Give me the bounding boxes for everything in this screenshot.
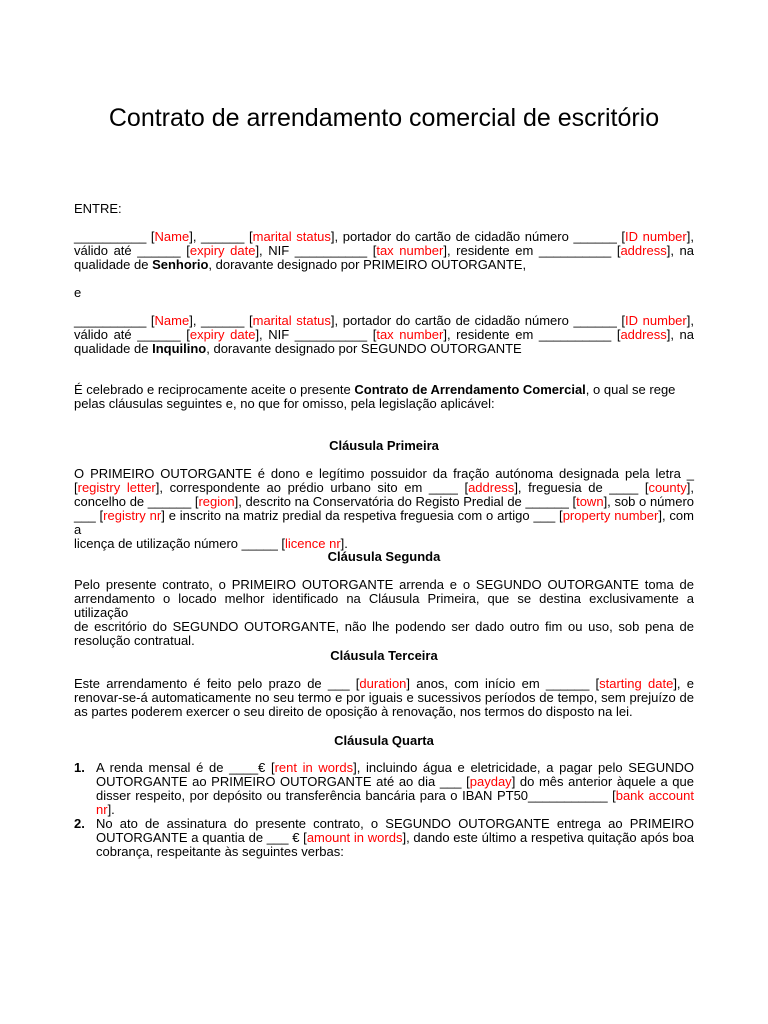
placeholder-bank-account-nr: nr [96, 802, 108, 817]
placeholder-address: address [468, 480, 515, 495]
clause-4-heading: Cláusula Quarta [334, 733, 434, 748]
party-two-line-2: válido até ______ [expiry date], NIF __________ [tax number], residente em __________ [address], na [74, 327, 694, 342]
party-two-paragraph [74, 314, 694, 356]
placeholder-tax-number: tax number [376, 327, 444, 342]
list-number-1: 1. [74, 760, 85, 775]
placeholder-region: region [198, 494, 235, 509]
placeholder-town: town [576, 494, 604, 509]
clause-1-heading: Cláusula Primeira [329, 438, 439, 453]
placeholder-duration: duration [359, 676, 407, 691]
placeholder-amount-in-words: amount in words [306, 830, 403, 845]
party-one-line-3: qualidade de Senhorio, doravante designado por PRIMEIRO OUTORGANTE, [74, 257, 527, 272]
clause-1-text: O PRIMEIRO OUTORGANTE é dono e legítimo possuidor da fração autónoma designada pela letra _ [registry letter], correspondente ao prédio urbano sito em ____ [address], freguesia de ____ [county], concelho de ______ [region], descrito na Conservatória do Registo Predial de ______ [town], sob o número ___ [registry nr] e inscrito na matriz predial da respetiva freguesia com o artigo ___ [property number], com a licença de utilização número _____ [licence nr]. [74, 466, 695, 551]
clause-3-heading: Cláusula Terceira [330, 648, 438, 663]
clause-4-item-1: A renda mensal é de ____€ [rent in words], incluindo água e eletricidade, a pagar pelo SEGUNDO OUTORGANTE ao PRIMEIRO OUTORGANTE até ao dia ___ [payday] do mês anterior àquele a que disser respeito, por depósito ou transferência bancária para o IBAN PT50___________ [bank account nr]. [96, 760, 694, 817]
placeholder-expiry-date: expiry date [189, 243, 256, 258]
party-two-line-3: qualidade de Inquilino, doravante designado por SEGUNDO OUTORGANTE [74, 341, 522, 356]
placeholder-bank-account: bank account [615, 788, 694, 803]
contract-type: Contrato de Arrendamento Comercial [354, 382, 586, 397]
role-inquilino: Inquilino [152, 341, 207, 356]
placeholder-expiry-date: expiry date [189, 327, 256, 342]
placeholder-registry-letter: registry letter [77, 480, 156, 495]
list-number-2: 2. [74, 816, 85, 831]
placeholder-id-number: ID number [625, 229, 687, 244]
placeholder-payday: payday [469, 774, 512, 789]
placeholder-address: address [620, 327, 667, 342]
clause-2-heading: Cláusula Segunda [327, 549, 441, 564]
party-one-paragraph [74, 230, 694, 272]
placeholder-tax-number: tax number [376, 243, 444, 258]
placeholder-marital-status: marital status [252, 229, 331, 244]
party-two-line-1: __________ [Name], ______ [marital status], portador do cartão de cidadão número ______ [ID number], [74, 313, 694, 328]
placeholder-id-number: ID number [625, 313, 687, 328]
intro-paragraph: É celebrado e reciprocamente aceite o presente Contrato de Arrendamento Comercial, o qual se rege pelas cláusulas seguintes e, no que for omisso, pela legislação aplicável: [74, 382, 676, 411]
placeholder-licence-nr: licence nr [285, 536, 341, 551]
placeholder-county: county [648, 480, 687, 495]
party-one-line-2: válido até ______ [expiry date], NIF __________ [tax number], residente em __________ [address], na [74, 243, 694, 258]
placeholder-name: Name [154, 229, 190, 244]
conjunction-e: e [74, 285, 82, 300]
document-title: Contrato de arrendamento comercial de escritório [108, 104, 660, 132]
entre-label: ENTRE: [74, 201, 122, 216]
clause-4-item-2: No ato de assinatura do presente contrato, o SEGUNDO OUTORGANTE entrega ao PRIMEIRO OUTORGANTE a quantia de ___ € [amount in words], dando este último a respetiva quitação após boa cobrança, respeitante às seguintes verbas: [96, 816, 695, 859]
placeholder-starting-date: starting date [599, 676, 674, 691]
placeholder-marital-status: marital status [252, 313, 331, 328]
placeholder-registry-nr: registry nr [103, 508, 162, 523]
party-one-line-1: __________ [Name], ______ [marital status], portador do cartão de cidadão número ______ [ID number], [74, 229, 694, 244]
placeholder-property-number: property number [562, 508, 659, 523]
placeholder-address: address [620, 243, 667, 258]
role-senhorio: Senhorio [152, 257, 209, 272]
placeholder-rent-in-words: rent in words [274, 760, 354, 775]
placeholder-name: Name [154, 313, 190, 328]
clause-3-text: Este arrendamento é feito pelo prazo de ___ [duration] anos, com início em ______ [starting date], e renovar-se-á automaticamente no seu termo e por iguais e sucessivos períodos de tempo, sem prejuízo de as partes poderem exercer o seu direito de oposição à renovação, nos termos do disposto na lei. [74, 676, 694, 719]
clause-2-text: Pelo presente contrato, o PRIMEIRO OUTORGANTE arrenda e o SEGUNDO OUTORGANTE toma de arrendamento o locado melhor identificado na Cláusula Primeira, que se destina exclusivamente a utilização de escritório do SEGUNDO OUTORGANTE, não lhe podendo ser dado outro fim ou uso, sob pena de resolução contratual. [74, 577, 694, 648]
